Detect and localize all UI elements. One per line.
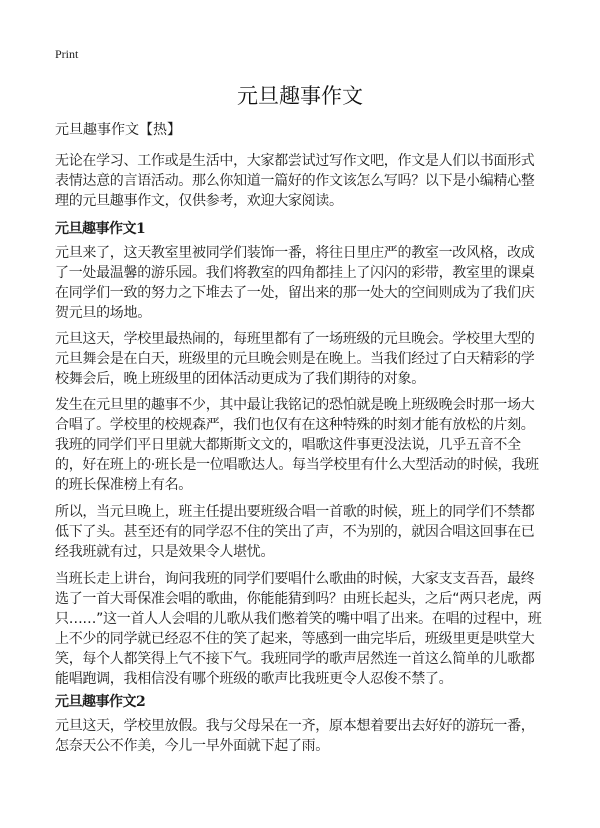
section-heading-1: 元旦趣事作文1	[55, 221, 146, 237]
intro-paragraph: 无论在学习、工作或是生活中，大家都尝试过写作文吧，作文是人们以书面形式表情达意的言语活动。那么你知道一篇好的作文该怎么写吗？以下是小编精心整理的元旦趣事作文，仅供参考，欢迎大家阅读。	[55, 153, 535, 209]
section-1-paragraph-5: 当班长走上讲台，询问我班的同学们要唱什么歌曲的时候，大家支支吾吾，最终选了一首大哥保准会唱的歌曲，你能能猜到吗？由班长起头，之后“两只老虎，两只……”这一首人人会唱的儿歌从我们憋着笑的嘴中唱了出来。在唱的过程中，班上不少的同学就已经忍不住的笑了起来，等感到一曲完毕后，班级里更是哄堂大笑，每个人都笑得上气不接下气。我班同学的歌声居然连一首这么简单的儿歌都能唱跑调，我相信没有哪个班级的歌声比我班更令人忍俊不禁了。	[55, 571, 542, 687]
section-heading-2: 元旦趣事作文2	[55, 694, 146, 710]
print-label: Print	[55, 47, 79, 61]
section-1-paragraph-4: 所以，当元旦晚上，班主任提出要班级合唱一首歌的时候，班上的同学们不禁都低下了头。甚至还有的同学忍不住的笑出了声，不为别的，就因合唱这回事在已经我班就有过，只是效果令人堪忧。	[55, 504, 535, 560]
section-1-paragraph-2: 元旦这天，学校里最热闹的，每班里都有了一场班级的元旦晚会。学校里大型的元旦舞会是在白天，班级里的元旦晚会则是在晚上。当我们经过了白天精彩的学校舞会后，晚上班级里的团体活动更成为了我们期待的对象。	[55, 331, 535, 387]
section-2-paragraph-1: 元旦这天，学校里放假。我与父母呆在一齐，原本想着要出去好好的游玩一番，怎奈天公不作美，今儿一早外面就下起了雨。	[55, 718, 535, 754]
document-subtitle: 元旦趣事作文【热】	[55, 122, 181, 138]
section-1-paragraph-3: 发生在元旦里的趣事不少，其中最让我铭记的恐怕就是晚上班级晚会时那一场大合唱了。学校里的校规森严，我们也仅有在这种特殊的时刻才能有放松的片刻。我班的同学们平日里就大都斯斯文文的，唱歌这件事更没法说，几乎五音不全的，好在班上的·班长是一位唱歌达人。每当学校里有什么大型活动的时候，我班的班长保准榜上有名。	[55, 397, 539, 493]
document-title: 元旦趣事作文	[237, 84, 363, 108]
section-1-paragraph-1: 元旦来了，这天教室里被同学们装饰一番，将往日里庄严的教室一改风格，改成了一处最温馨的游乐园。我们将教室的四角都挂上了闪闪的彩带，教室里的课桌在同学们一致的努力之下堆去了一处，留出来的那一处大的空间则成为了我们庆贺元旦的场地。	[55, 245, 535, 321]
